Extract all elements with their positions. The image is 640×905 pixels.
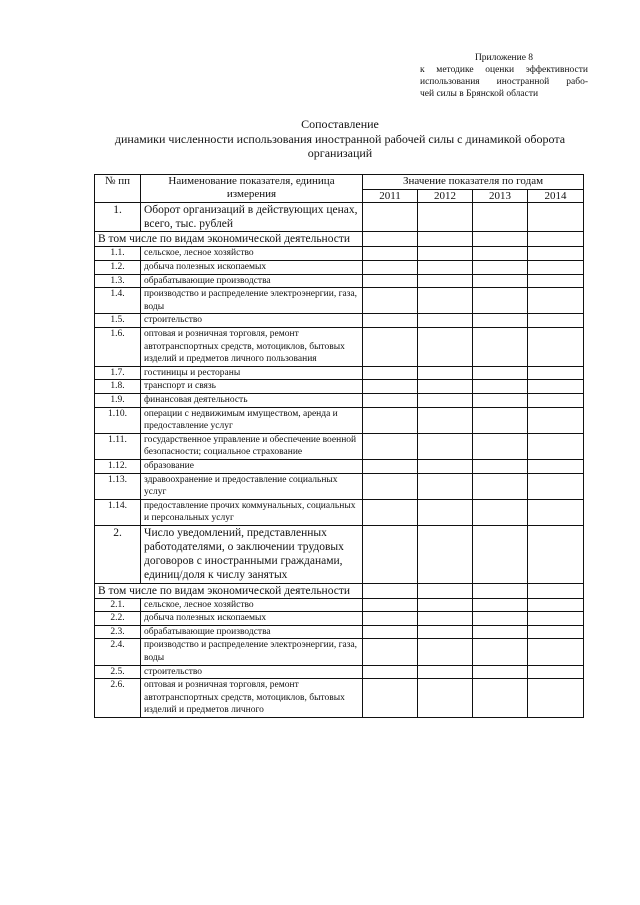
table-row (95, 625, 584, 639)
value-cell[interactable] (418, 247, 473, 261)
table-row (95, 203, 584, 232)
section-label: В том числе по видам экономической деятельности (95, 232, 363, 247)
row-indicator: финансовая деятельность (141, 393, 363, 407)
header-year: 2014 (528, 190, 584, 203)
row-number: 2.1. (95, 598, 141, 612)
value-cell[interactable] (473, 314, 528, 328)
table-row (95, 612, 584, 626)
value-cell[interactable] (473, 327, 528, 366)
appendix-line-2: к методике оценки эффективности (420, 65, 588, 75)
row-number: 1.14. (95, 499, 141, 525)
value-cell[interactable] (473, 433, 528, 459)
row-indicator: сельское, лесное хозяйство (141, 247, 363, 261)
row-number: 1. (95, 203, 141, 232)
table-row (95, 473, 584, 499)
value-cell[interactable] (473, 380, 528, 394)
table-row (95, 679, 584, 718)
value-cell[interactable] (528, 598, 584, 612)
value-cell[interactable] (418, 639, 473, 665)
value-cell[interactable] (528, 473, 584, 499)
value-cell[interactable] (363, 499, 418, 525)
row-indicator: добыча полезных ископаемых (141, 612, 363, 626)
row-number: 2.3. (95, 625, 141, 639)
value-cell[interactable] (473, 525, 528, 583)
value-cell[interactable] (473, 639, 528, 665)
value-cell[interactable] (363, 327, 418, 366)
header-year: 2013 (473, 190, 528, 203)
value-cell[interactable] (418, 407, 473, 433)
value-cell[interactable] (473, 679, 528, 718)
value-cell[interactable] (528, 665, 584, 679)
row-indicator: строительство (141, 314, 363, 328)
value-cell[interactable] (363, 679, 418, 718)
row-indicator: производство и распределение электроэнергии, газа, воды (141, 288, 363, 314)
value-cell[interactable] (528, 583, 584, 598)
value-cell[interactable] (418, 625, 473, 639)
value-cell[interactable] (363, 598, 418, 612)
value-cell[interactable] (418, 274, 473, 288)
value-cell[interactable] (418, 366, 473, 380)
row-number: 1.10. (95, 407, 141, 433)
value-cell[interactable] (418, 665, 473, 679)
value-cell[interactable] (528, 525, 584, 583)
value-cell[interactable] (473, 288, 528, 314)
table-row (95, 665, 584, 679)
value-cell[interactable] (528, 247, 584, 261)
comparison-table (94, 174, 584, 718)
value-cell[interactable] (528, 407, 584, 433)
title-line-2: динамики численности использования иностранной рабочей силы с динамикой оборота (114, 132, 566, 146)
value-cell[interactable] (528, 327, 584, 366)
value-cell[interactable] (363, 274, 418, 288)
value-cell[interactable] (363, 583, 418, 598)
value-cell[interactable] (363, 288, 418, 314)
value-cell[interactable] (363, 380, 418, 394)
value-cell[interactable] (473, 665, 528, 679)
row-indicator: государственное управление и обеспечение военной безопасности; социальное страхование (141, 433, 363, 459)
table-row (95, 598, 584, 612)
header-num: № пп (95, 175, 141, 203)
value-cell[interactable] (528, 625, 584, 639)
value-cell[interactable] (473, 247, 528, 261)
row-number: 1.7. (95, 366, 141, 380)
header-year: 2011 (363, 190, 418, 203)
value-cell[interactable] (363, 366, 418, 380)
value-cell[interactable] (363, 261, 418, 275)
table-row (95, 459, 584, 473)
value-cell[interactable] (363, 407, 418, 433)
table-row (95, 366, 584, 380)
table-row (95, 380, 584, 394)
value-cell[interactable] (363, 314, 418, 328)
value-cell[interactable] (473, 625, 528, 639)
value-cell[interactable] (473, 612, 528, 626)
value-cell[interactable] (528, 679, 584, 718)
value-cell[interactable] (418, 499, 473, 525)
value-cell[interactable] (473, 274, 528, 288)
row-number: 1.4. (95, 288, 141, 314)
row-number: 1.9. (95, 393, 141, 407)
value-cell[interactable] (418, 459, 473, 473)
table-row (95, 499, 584, 525)
row-indicator: транспорт и связь (141, 380, 363, 394)
value-cell[interactable] (418, 203, 473, 232)
value-cell[interactable] (528, 393, 584, 407)
value-cell[interactable] (528, 203, 584, 232)
value-cell[interactable] (528, 288, 584, 314)
row-indicator: производство и распределение электроэнергии, газа, воды (141, 639, 363, 665)
row-indicator: обрабатывающие производства (141, 274, 363, 288)
row-indicator: гостиницы и рестораны (141, 366, 363, 380)
header-name: Наименование показателя, единица измерения (141, 175, 363, 203)
row-indicator: сельское, лесное хозяйство (141, 598, 363, 612)
row-number: 2.6. (95, 679, 141, 718)
section-row (95, 232, 584, 247)
table-row (95, 327, 584, 366)
value-cell[interactable] (528, 274, 584, 288)
row-indicator: оптовая и розничная торговля, ремонт автотранспортных средств, мотоциклов, бытовых изделий и предметов личного (141, 679, 363, 718)
table-row (95, 288, 584, 314)
value-cell[interactable] (528, 459, 584, 473)
row-indicator: предоставление прочих коммунальных, социальных и персональных услуг (141, 499, 363, 525)
table-row (95, 639, 584, 665)
value-cell[interactable] (473, 366, 528, 380)
value-cell[interactable] (473, 393, 528, 407)
appendix-note (420, 52, 588, 100)
section-row (95, 583, 584, 598)
row-indicator: добыча полезных ископаемых (141, 261, 363, 275)
value-cell[interactable] (418, 583, 473, 598)
row-number: 1.1. (95, 247, 141, 261)
table-row (95, 407, 584, 433)
row-number: 2.4. (95, 639, 141, 665)
value-cell[interactable] (473, 232, 528, 247)
row-indicator: оптовая и розничная торговля, ремонт автотранспортных средств, мотоциклов, бытовых изделий и предметов личного пользования (141, 327, 363, 366)
row-indicator: операции с недвижимым имуществом, аренда и предоставление услуг (141, 407, 363, 433)
value-cell[interactable] (418, 261, 473, 275)
value-cell[interactable] (418, 327, 473, 366)
row-number: 1.6. (95, 327, 141, 366)
value-cell[interactable] (473, 583, 528, 598)
value-cell[interactable] (418, 314, 473, 328)
row-indicator: здравоохранение и предоставление социальных услуг (141, 473, 363, 499)
appendix-line-3: использования иностранной рабо- (420, 77, 588, 87)
value-cell[interactable] (363, 203, 418, 232)
value-cell[interactable] (528, 232, 584, 247)
section-label: В том числе по видам экономической деятельности (95, 583, 363, 598)
table-row (95, 261, 584, 275)
appendix-line-1: Приложение 8 (474, 53, 534, 63)
row-number: 1.11. (95, 433, 141, 459)
value-cell[interactable] (363, 232, 418, 247)
value-cell[interactable] (363, 473, 418, 499)
value-cell[interactable] (418, 288, 473, 314)
table-row (95, 247, 584, 261)
value-cell[interactable] (528, 314, 584, 328)
value-cell[interactable] (363, 433, 418, 459)
value-cell[interactable] (528, 433, 584, 459)
row-indicator: образование (141, 459, 363, 473)
value-cell[interactable] (473, 407, 528, 433)
value-cell[interactable] (363, 525, 418, 583)
row-number: 1.3. (95, 274, 141, 288)
value-cell[interactable] (418, 679, 473, 718)
header-values: Значение показателя по годам (363, 175, 584, 190)
value-cell[interactable] (473, 261, 528, 275)
table-row (95, 525, 584, 583)
row-indicator: Число уведомлений, представленных работодателями, о заключении трудовых договоров с иностранными гражданами, единиц/доля к числу занятых (141, 525, 363, 583)
row-number: 1.13. (95, 473, 141, 499)
value-cell[interactable] (418, 612, 473, 626)
value-cell[interactable] (418, 473, 473, 499)
row-number: 1.5. (95, 314, 141, 328)
row-number: 1.2. (95, 261, 141, 275)
value-cell[interactable] (473, 203, 528, 232)
row-indicator: Оборот организаций в действующих ценах, всего, тыс. рублей (141, 203, 363, 232)
value-cell[interactable] (528, 639, 584, 665)
header-year: 2012 (418, 190, 473, 203)
value-cell[interactable] (473, 473, 528, 499)
value-cell[interactable] (528, 499, 584, 525)
value-cell[interactable] (418, 380, 473, 394)
value-cell[interactable] (528, 366, 584, 380)
value-cell[interactable] (418, 525, 473, 583)
value-cell[interactable] (528, 612, 584, 626)
value-cell[interactable] (363, 393, 418, 407)
appendix-line-4: чей силы в Брянской области (420, 89, 539, 99)
title-line-1: Сопоставление (301, 117, 379, 131)
row-indicator: обрабатывающие производства (141, 625, 363, 639)
value-cell[interactable] (363, 459, 418, 473)
value-cell[interactable] (528, 380, 584, 394)
value-cell[interactable] (363, 665, 418, 679)
value-cell[interactable] (363, 639, 418, 665)
table-row (95, 433, 584, 459)
title-line-3: организаций (307, 146, 373, 160)
value-cell[interactable] (363, 625, 418, 639)
row-number: 2.2. (95, 612, 141, 626)
row-number: 1.12. (95, 459, 141, 473)
row-number: 1.8. (95, 380, 141, 394)
value-cell[interactable] (363, 612, 418, 626)
table-row (95, 393, 584, 407)
value-cell[interactable] (363, 247, 418, 261)
value-cell[interactable] (473, 499, 528, 525)
value-cell[interactable] (418, 598, 473, 612)
row-number: 2.5. (95, 665, 141, 679)
value-cell[interactable] (528, 261, 584, 275)
value-cell[interactable] (418, 433, 473, 459)
value-cell[interactable] (473, 459, 528, 473)
table-row (95, 274, 584, 288)
value-cell[interactable] (473, 598, 528, 612)
row-number: 2. (95, 525, 141, 583)
value-cell[interactable] (418, 232, 473, 247)
row-indicator: строительство (141, 665, 363, 679)
table-row (95, 314, 584, 328)
value-cell[interactable] (418, 393, 473, 407)
